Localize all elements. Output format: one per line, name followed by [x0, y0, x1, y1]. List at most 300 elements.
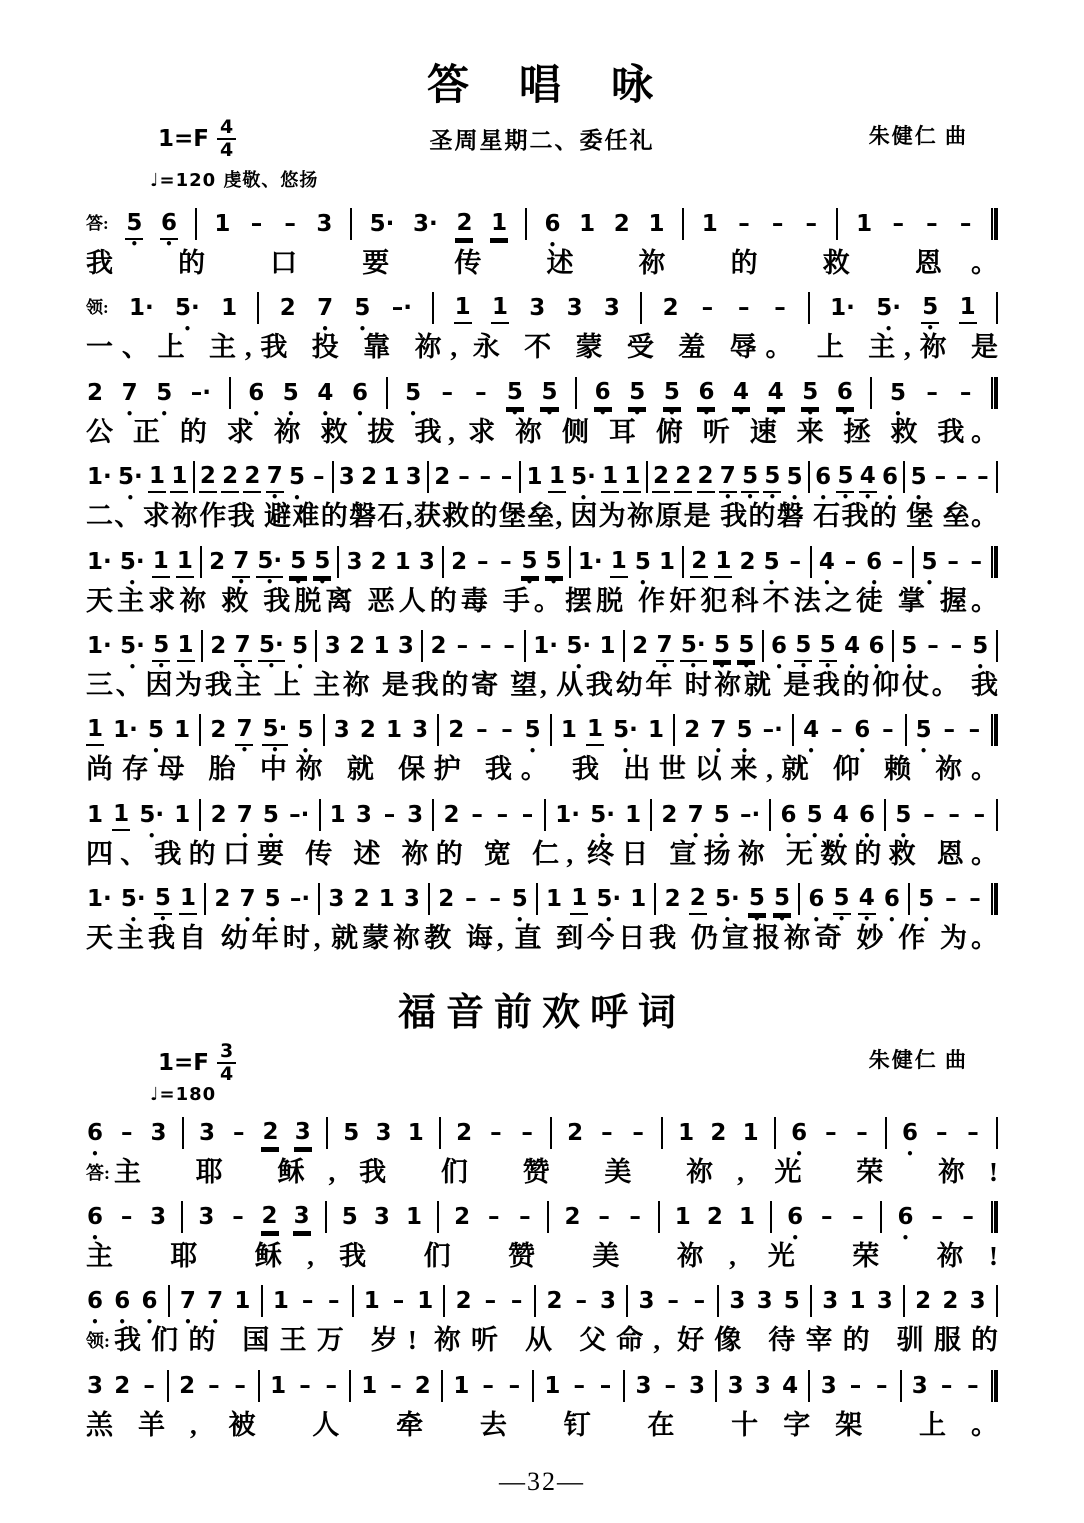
dash-token: –	[143, 1372, 155, 1399]
note-token: 5· •	[570, 462, 597, 492]
dash-token: –	[947, 548, 959, 575]
note-token: 2	[455, 1288, 472, 1315]
dash-token: –	[950, 632, 963, 659]
note-token: 1	[272, 1288, 289, 1315]
barline	[569, 546, 571, 578]
note-token: 5· •	[262, 714, 289, 746]
note-token: 3	[911, 1372, 928, 1399]
note-token: 2	[652, 461, 670, 493]
note-token: 1	[179, 883, 197, 915]
note-token: 2	[210, 801, 227, 828]
note-token: 2	[739, 548, 756, 575]
note-token: 3·	[413, 211, 438, 237]
lyrics-line	[86, 247, 998, 279]
dash-token: –	[521, 1119, 533, 1146]
note-token: 2	[684, 717, 701, 744]
note-token: 5 •	[713, 800, 731, 830]
note-token: 1	[174, 801, 191, 828]
note-token: 2	[613, 211, 630, 237]
note-token: 3	[355, 801, 372, 828]
dash-token: –	[575, 1288, 588, 1315]
note-token: 5 •	[773, 883, 791, 915]
note-token: 2	[210, 632, 227, 659]
meter-numerator: 4	[217, 118, 236, 140]
note-token: 2	[430, 632, 447, 659]
note-token: 2	[455, 208, 473, 240]
note-token: 5 •	[794, 630, 812, 662]
barline	[432, 799, 434, 831]
note-token: 1	[544, 1372, 561, 1399]
note-token: 5· •	[258, 630, 285, 662]
meter-denominator: 4	[220, 139, 234, 161]
note-token: 5· •	[612, 715, 639, 745]
dash-token: –	[959, 379, 972, 406]
barline	[229, 377, 231, 409]
barline	[337, 546, 339, 578]
lyrics-text: 公 正 的 求 祢 救 拔 我, 求 祢 侧 耳 俯 听 速 来 拯 救 我。	[86, 416, 998, 447]
lyrics-text: 我们的 国王万 岁! 祢听 从 父命, 好像 待宰的 驯服的	[114, 1325, 998, 1356]
note-token: 1	[738, 1203, 755, 1230]
music-line	[86, 540, 998, 617]
barline	[437, 1201, 439, 1233]
note-token: 5· •	[680, 630, 707, 662]
dash-token: –	[967, 1372, 979, 1399]
note-token: 5 •	[511, 884, 529, 914]
note-token: 1	[491, 292, 509, 324]
note-token: 2	[349, 632, 366, 659]
barline	[715, 1370, 717, 1402]
dash-token: –	[441, 379, 453, 406]
dash-token: –	[931, 1203, 943, 1230]
note-token: 7 •	[656, 630, 674, 662]
note-token: 2	[353, 886, 370, 913]
music-line	[86, 1195, 998, 1272]
note-token: 6 •	[160, 208, 178, 240]
barline	[534, 1285, 536, 1317]
barline	[325, 1201, 327, 1233]
music-line	[86, 1364, 998, 1441]
note-token: 5 •	[282, 378, 300, 408]
dash-token: –·	[739, 801, 761, 828]
barline	[810, 546, 812, 578]
dash-token: –	[701, 295, 714, 322]
dash-token: –	[480, 632, 492, 659]
note-token: 3	[294, 1117, 312, 1149]
lyrics-text: 四、我的口要 传 述 祢的 宽 仁, 终日 宣扬祢 无数的救 恩。	[86, 838, 998, 869]
dash-token: –	[892, 548, 904, 575]
note-token: 3	[150, 1119, 167, 1146]
note-token: 2	[438, 886, 455, 913]
note-token: 2	[664, 886, 681, 913]
note-token: 1	[625, 801, 642, 828]
final-barline	[991, 1201, 998, 1233]
note-token: 5 •	[735, 715, 753, 745]
note-token: 2	[199, 461, 217, 493]
barline	[575, 377, 577, 409]
barline	[257, 292, 259, 324]
note-token: 5 •	[313, 546, 331, 578]
barline	[168, 1285, 170, 1317]
note-token: 1	[623, 461, 641, 493]
note-token: 3	[324, 632, 341, 659]
note-token: 1	[394, 548, 411, 575]
dash-token: –	[573, 1372, 585, 1399]
note-token: 7 •	[238, 884, 256, 914]
dash-token: –	[383, 801, 396, 828]
barline	[437, 714, 439, 746]
note-token: 2	[361, 464, 378, 491]
note-token: 1	[454, 292, 472, 324]
dash-token: –	[943, 717, 956, 744]
note-token: 1	[570, 883, 588, 915]
barline	[769, 799, 771, 831]
note-token: 5 •	[506, 377, 524, 409]
note-token: 5	[783, 1288, 800, 1315]
note-token: 1	[490, 208, 508, 240]
meter-numerator: 3	[217, 1042, 236, 1064]
note-token: 2	[359, 717, 376, 744]
dash-token: –	[977, 464, 989, 491]
note-token: 1·	[87, 886, 112, 913]
note-token: 3	[150, 1203, 167, 1230]
notation-line	[86, 286, 998, 330]
note-token: 5 •	[836, 461, 854, 493]
barline	[996, 461, 998, 493]
note-token: 5 •	[894, 800, 912, 830]
barline	[996, 1117, 998, 1149]
barline	[439, 1117, 441, 1149]
note-token: 6 •	[896, 1202, 914, 1232]
dash-token: –	[121, 1119, 133, 1146]
note-token: 6 •	[867, 631, 885, 661]
dash-token: –	[876, 1372, 888, 1399]
page-number: —32—	[499, 1467, 585, 1496]
note-token: 2	[434, 464, 451, 491]
note-token: 3	[338, 464, 355, 491]
barline	[443, 1285, 445, 1317]
barline	[319, 799, 321, 831]
barline	[884, 799, 886, 831]
note-token: 3	[328, 886, 345, 913]
dash-token: –	[948, 801, 960, 828]
barline	[808, 461, 810, 493]
note-token: 1	[86, 714, 104, 746]
note-token: 6 •	[86, 1202, 104, 1232]
note-token: 1	[373, 632, 390, 659]
note-token: 7 •	[235, 714, 253, 746]
note-token: 5 •	[748, 883, 766, 915]
note-token: 1	[363, 1288, 380, 1315]
notation-line	[86, 877, 998, 921]
dash-token: –	[313, 464, 325, 491]
barline	[996, 630, 998, 662]
note-token: 5· •	[565, 631, 592, 661]
note-token: 5 •	[741, 461, 759, 493]
note-token: 4 •	[859, 461, 877, 493]
dash-token: –	[771, 211, 784, 237]
dash-token: –	[667, 1288, 679, 1315]
lyrics-text: 羔羊, 被 人 牵 去 钉 在 十字架 上。	[86, 1409, 998, 1440]
note-token: 5· •	[714, 884, 741, 914]
dash-token: –	[955, 464, 968, 491]
note-token: 1	[383, 464, 400, 491]
note-token: 5 •	[154, 883, 172, 915]
song-1	[86, 52, 998, 955]
lyrics-line	[86, 416, 998, 448]
note-token: 6 •	[858, 800, 876, 830]
dash-token: –	[508, 1372, 521, 1399]
notation-line	[86, 371, 998, 415]
dash-token: –	[962, 1203, 974, 1230]
note-token: 1	[177, 630, 195, 662]
note-token: 1	[560, 717, 577, 744]
barline	[623, 630, 625, 662]
notation-line	[86, 1279, 998, 1323]
barline	[792, 714, 794, 746]
dash-token: –	[959, 211, 972, 237]
lyrics-line	[86, 838, 998, 870]
note-token: 5 •	[289, 546, 307, 578]
note-token: 1	[546, 886, 563, 913]
note-token: 5 •	[628, 377, 646, 409]
note-token: 2	[261, 1117, 279, 1149]
barline	[640, 292, 642, 324]
note-token: 1	[630, 886, 647, 913]
note-token: 6 •	[86, 1286, 104, 1316]
dash-token: –	[821, 1203, 833, 1230]
lyrics-line	[86, 1156, 998, 1188]
note-token: 3	[87, 1372, 104, 1399]
note-token: 3	[346, 548, 363, 575]
note-token: 5 •	[663, 377, 681, 409]
dash-token: –	[510, 1288, 523, 1315]
barline	[524, 630, 526, 662]
dash-token: –	[484, 1288, 497, 1315]
barline	[885, 1117, 887, 1149]
dash-token: –	[475, 379, 487, 406]
note-token: 6 •	[697, 377, 715, 409]
note-token: 3	[412, 717, 429, 744]
dash-token: –	[936, 1119, 948, 1146]
barline	[315, 630, 317, 662]
barline	[654, 883, 656, 915]
barline	[892, 630, 894, 662]
note-token: 1	[674, 1203, 691, 1230]
music-line	[86, 202, 998, 279]
note-token: 3	[198, 1119, 215, 1146]
notation-line	[86, 793, 998, 837]
note-token: 4 •	[767, 377, 785, 409]
dash-token: –	[737, 295, 750, 322]
dash-token: –	[479, 464, 491, 491]
note-token: 7 •	[206, 1286, 224, 1316]
note-token: 5·	[369, 211, 395, 237]
barline	[167, 1370, 169, 1402]
dash-token: –	[852, 1203, 864, 1230]
barline	[650, 799, 652, 831]
dash-token: –	[500, 548, 512, 575]
dash-token: –	[458, 464, 470, 491]
note-token: 5 •	[152, 630, 170, 662]
note-token: 5 •	[737, 630, 755, 662]
note-token: 1	[453, 1372, 470, 1399]
barline	[326, 1117, 328, 1149]
note-token: 4 •	[316, 378, 334, 408]
note-token: 1	[658, 548, 675, 575]
note-token: 1	[610, 546, 628, 578]
note-token: 5 •	[917, 884, 935, 914]
note-token: 7 •	[719, 461, 737, 493]
lyrics-text: 天主求祢 救 我脱离 恶人的毒 手。摆脱 作奸犯科不法之徒 掌 握。	[86, 585, 998, 616]
song-2-tempo: ♩=180	[150, 1083, 217, 1105]
note-token: 3	[397, 632, 414, 659]
note-token: 1	[407, 1119, 424, 1146]
song-2-lines	[86, 1111, 998, 1442]
note-token: 1·	[128, 295, 154, 322]
barline	[204, 883, 206, 915]
note-token: 6 •	[853, 715, 871, 745]
note-token: 5 •	[806, 800, 824, 830]
note-token: 3	[529, 295, 546, 322]
note-token: 1	[599, 632, 616, 659]
note-token: 3	[333, 717, 350, 744]
note-token: 3	[756, 1288, 773, 1315]
barline	[682, 546, 684, 578]
note-token: 2	[564, 1203, 581, 1230]
note-token: 7 •	[266, 461, 284, 493]
dash-token: –	[301, 1288, 314, 1315]
part-label: 答:	[86, 1162, 110, 1183]
note-token: 2	[674, 461, 692, 493]
note-token: 5 •	[353, 293, 371, 323]
note-token: 5· •	[117, 462, 144, 492]
note-token: 5· •	[875, 293, 902, 323]
note-token: 2	[710, 1119, 727, 1146]
dash-token: –	[968, 717, 981, 744]
note-token: 3	[407, 801, 424, 828]
barline	[427, 461, 429, 493]
note-token: 5	[343, 1119, 360, 1146]
note-token: 3	[373, 1203, 390, 1230]
note-token: 1	[678, 1119, 695, 1146]
note-token: 3	[599, 1288, 616, 1315]
note-token: 5 •	[262, 800, 280, 830]
dash-token: –	[892, 211, 905, 237]
barline	[323, 714, 325, 746]
barline	[996, 1285, 998, 1317]
final-barline	[991, 208, 998, 240]
barline	[550, 714, 552, 746]
dash-token: –	[250, 211, 263, 237]
note-token: 2	[279, 295, 296, 322]
notation-line	[86, 1111, 998, 1155]
lyrics-text: 主 耶 稣,我 们 赞 美 祢, 光 荣 祢!	[114, 1156, 998, 1187]
note-token: 1	[378, 886, 395, 913]
note-token: 3	[603, 295, 620, 322]
note-token: 1	[112, 799, 130, 831]
barline	[525, 208, 527, 240]
note-token: 6 •	[901, 1118, 919, 1148]
dash-token: –	[477, 548, 489, 575]
barline	[547, 1201, 549, 1233]
music-line	[86, 708, 998, 785]
barline	[903, 461, 905, 493]
note-token: 3	[293, 1201, 311, 1233]
note-token: 5 •	[291, 631, 309, 661]
barline	[774, 1117, 776, 1149]
note-token: 2	[661, 801, 678, 828]
dash-token: –	[456, 632, 469, 659]
note-token: 1	[329, 801, 346, 828]
dash-token: –	[830, 717, 843, 744]
dash-token: –	[774, 295, 786, 322]
note-token: 1	[849, 1288, 866, 1315]
key-label: 1=F	[158, 1049, 209, 1076]
dash-token: –	[601, 1119, 613, 1146]
dash-token: –	[503, 632, 515, 659]
barline	[182, 1117, 184, 1149]
note-token: 6 •	[881, 462, 899, 492]
note-token: 7 •	[709, 715, 727, 745]
lyrics-text: 我 的 口 要 传 述 祢 的 救 恩。	[86, 248, 998, 278]
note-token: 1·	[533, 632, 559, 659]
note-token: 5· •	[256, 546, 283, 578]
note-token: 2	[443, 801, 460, 828]
note-token: 6 •	[113, 1286, 131, 1316]
note-token: 6 •	[780, 800, 798, 830]
note-token: 5· •	[138, 800, 165, 830]
barline	[996, 799, 998, 831]
dash-token: –	[849, 1372, 862, 1399]
note-token: 1·	[87, 464, 112, 491]
music-line	[86, 1279, 998, 1356]
barline	[200, 546, 202, 578]
note-token: 2	[942, 1288, 959, 1315]
music-line	[86, 371, 998, 448]
barline	[673, 714, 675, 746]
note-token: 1	[714, 546, 732, 578]
notation-line	[86, 1195, 998, 1239]
note-token: 6 •	[543, 209, 561, 239]
lyrics-text: 二、求祢作我 避难的磐石,获救的堡垒, 因为祢原是 我的磐 石我的 堡 垒。	[86, 501, 998, 532]
lyrics-text: 天主我自 幼年时, 就蒙祢教 诲, 直 到今日我 仍宣报祢奇 妙 作 为。	[86, 923, 998, 954]
note-token: 5 •	[155, 378, 173, 408]
barline	[623, 1370, 625, 1402]
song-1-title: 答 唱 咏	[426, 63, 657, 109]
song-1-tempo: ♩=120 虔敬、悠扬	[150, 170, 319, 191]
time-signature	[217, 1039, 236, 1085]
note-token: 2	[567, 1119, 584, 1146]
dash-token: –	[738, 211, 750, 237]
dash-token: –	[232, 1119, 245, 1146]
barline	[646, 461, 648, 493]
song-1-composer: 朱健仁 曲	[868, 124, 968, 148]
note-token: 2	[114, 1372, 131, 1399]
lyrics-line	[86, 500, 998, 532]
note-token: 4 •	[732, 377, 750, 409]
note-token: 3	[820, 1372, 837, 1399]
note-token: 5 •	[524, 715, 542, 745]
note-token: 1	[361, 1372, 378, 1399]
dash-token: –	[923, 801, 935, 828]
note-token: 6 •	[770, 631, 788, 661]
note-token: 2	[632, 632, 649, 659]
note-token: 1	[742, 1119, 759, 1146]
note-token: 5 •	[786, 462, 804, 492]
note-token: 3	[418, 548, 435, 575]
lyrics-line	[86, 585, 998, 617]
note-token: 4 •	[802, 715, 820, 745]
